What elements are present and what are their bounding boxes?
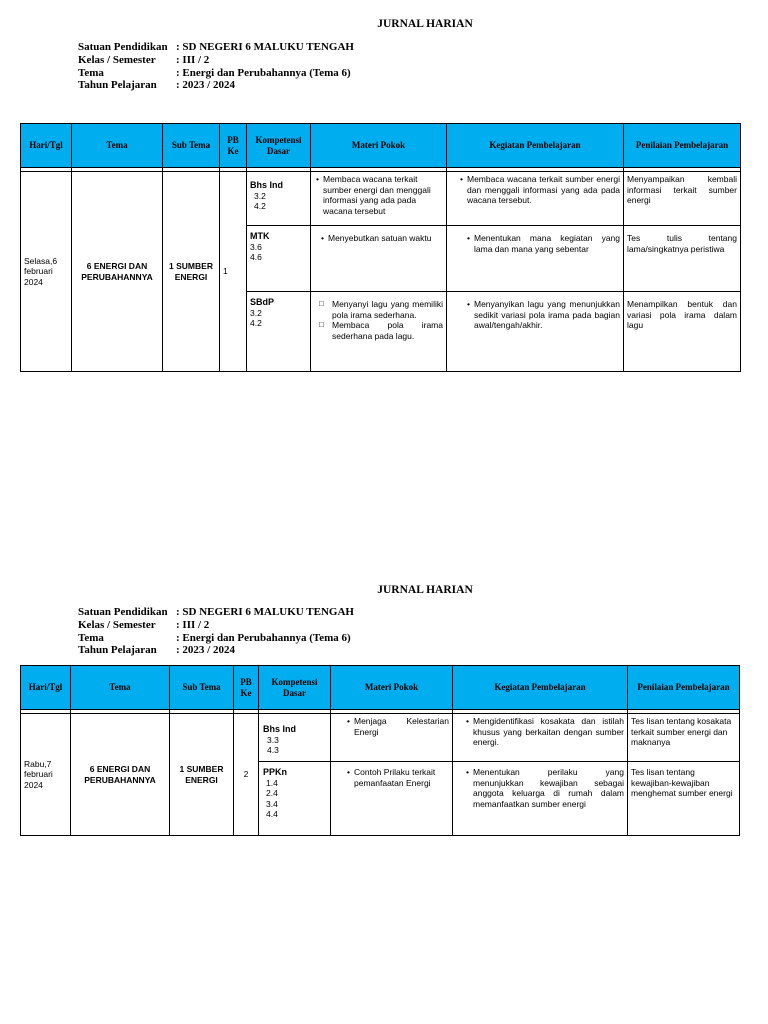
pb-cell: 2: [234, 714, 259, 836]
list-item: • Membaca wacana terkait sumber energi dan menggali informasi yang ada pada wacana tersebut.: [467, 174, 620, 206]
header-cell: Kegiatan Pembelajaran: [447, 124, 624, 168]
header-cell: Penilaian Pembelajaran: [628, 666, 740, 710]
info-value: : SD NEGERI 6 MALUKU TENGAH: [176, 41, 354, 53]
info-value: : Energi dan Perubahannya (Tema 6): [176, 66, 351, 79]
list-item: • Mengidentifikasi kosakata dan istilah khusus yang berkaitan dengan sumber energi.: [473, 716, 624, 748]
kd-subject: PPKn: [263, 767, 288, 777]
list-item: • Membaca wacana terkait sumber energi dan menggali informasi yang ada pada wacana tersebut: [323, 174, 443, 216]
info-value: : III / 2: [176, 618, 210, 631]
info-value: : 2023 / 2024: [176, 644, 235, 657]
kd-subject: SBdP: [250, 297, 275, 307]
day-cell: Selasa,6 februari 2024: [21, 172, 72, 372]
header-cell: Tema: [72, 124, 163, 168]
kd-cell: [259, 714, 331, 762]
journal-table: [20, 123, 741, 372]
info-value: : SD NEGERI 6 MALUKU TENGAH: [176, 606, 354, 618]
info-value: : III / 2: [176, 53, 210, 66]
kd-numbers: 3.2 4.2: [254, 190, 266, 211]
tema-cell: 6 ENERGI DAN PERUBAHANNYA: [71, 714, 170, 836]
materi-cell: [311, 292, 447, 372]
info-label: Tema: [78, 631, 104, 644]
penilaian-cell: Menyampaikan kembali informasi terkait sumber energi: [624, 172, 741, 226]
journal-table: [20, 665, 740, 836]
materi-cell: [331, 714, 453, 762]
journal-title: JURNAL HARIAN: [377, 18, 473, 30]
header-cell: PB Ke: [234, 666, 259, 710]
day-cell: Rabu,7 februari 2024: [21, 714, 71, 836]
header-cell: Kegiatan Pembelajaran: [453, 666, 628, 710]
kd-numbers: 3.2 4.2: [250, 307, 262, 328]
kegiatan-cell: [447, 226, 624, 292]
kd-subject: MTK: [250, 231, 270, 241]
penilaian-cell: Tes tulis tentang lama/singkatnya peristiwa: [624, 226, 741, 292]
info-label: Satuan Pendidikan: [78, 606, 168, 618]
materi-cell: [311, 172, 447, 226]
kd-cell: [247, 226, 311, 292]
info-label: Satuan Pendidikan: [78, 41, 168, 53]
kd-subject: Bhs Ind: [263, 724, 296, 734]
kd-numbers: 1.4 2.4 3.4 4.4: [266, 777, 278, 819]
kd-numbers: 3.3 4.3: [267, 734, 279, 755]
header-cell: Hari/Tgl: [21, 666, 71, 710]
journal-info: [78, 41, 354, 92]
journal-info: [78, 606, 354, 657]
kd-cell: [247, 292, 311, 372]
materi-cell: [311, 226, 447, 292]
list-item: • Menjaga Kelestarian Energi: [354, 716, 449, 737]
info-label: Tahun Pelajaran: [78, 79, 157, 92]
info-label: Kelas / Semester: [78, 618, 156, 631]
list-item: • Contoh Prilaku terkait pemanfaatan Energi: [354, 767, 449, 788]
info-value: : 2023 / 2024: [176, 79, 235, 92]
header-cell: Materi Pokok: [311, 124, 447, 168]
header-cell: Tema: [71, 666, 170, 710]
list-item: • Menentukan perilaku yang menunjukkan kewajiban sebagai anggota keluarga di rumah dalam memanfaatkan sumber energi: [473, 767, 624, 809]
subtema-cell: 1 SUMBER ENERGI: [163, 172, 220, 372]
header-cell: Hari/Tgl: [21, 124, 72, 168]
kd-cell: [259, 762, 331, 836]
header-cell: Sub Tema: [163, 124, 220, 168]
penilaian-cell: Tes lisan tentang kosakata terkait sumber energi dan maknanya: [628, 714, 740, 762]
penilaian-cell: Tes lisan tentang kewajiban-kewajiban menghemat sumber energi: [628, 762, 740, 836]
header-cell: Materi Pokok: [331, 666, 453, 710]
list-item: □ Membaca pola irama sederhana pada lagu.: [332, 320, 443, 341]
info-label: Tema: [78, 66, 104, 79]
kegiatan-cell: [453, 762, 628, 836]
kd-subject: Bhs Ind: [250, 180, 283, 190]
info-label: Tahun Pelajaran: [78, 644, 157, 657]
penilaian-cell: Menampilkan bentuk dan variasi pola irama dalam lagu: [624, 292, 741, 372]
list-item: • Menyebutkan satuan waktu: [328, 233, 443, 244]
info-label: Kelas / Semester: [78, 53, 156, 66]
list-item: • Menyanyikan lagu yang menunjukkan sedikit variasi pola irama pada bagian awal/tengah/akhir.: [474, 299, 620, 331]
kegiatan-cell: [447, 292, 624, 372]
header-cell: Kompetensi Dasar: [259, 666, 331, 710]
list-item: □ Menyanyi lagu yang memiliki pola irama sederhana.: [332, 299, 443, 320]
kd-cell: [247, 172, 311, 226]
kegiatan-cell: [447, 172, 624, 226]
list-item: • Menentukan mana kegiatan yang lama dan mana yang sebentar: [474, 233, 620, 254]
kegiatan-cell: [453, 714, 628, 762]
header-cell: Sub Tema: [170, 666, 234, 710]
tema-cell: 6 ENERGI DAN PERUBAHANNYA: [72, 172, 163, 372]
journal-title: JURNAL HARIAN: [377, 584, 473, 596]
info-value: : Energi dan Perubahannya (Tema 6): [176, 631, 351, 644]
pb-cell: 1: [220, 172, 247, 372]
materi-cell: [331, 762, 453, 836]
subtema-cell: 1 SUMBER ENERGI: [170, 714, 234, 836]
header-cell: Penilaian Pembelajaran: [624, 124, 741, 168]
header-cell: PB Ke: [220, 124, 247, 168]
kd-numbers: 3.6 4.6: [250, 241, 262, 262]
header-cell: Kompetensi Dasar: [247, 124, 311, 168]
